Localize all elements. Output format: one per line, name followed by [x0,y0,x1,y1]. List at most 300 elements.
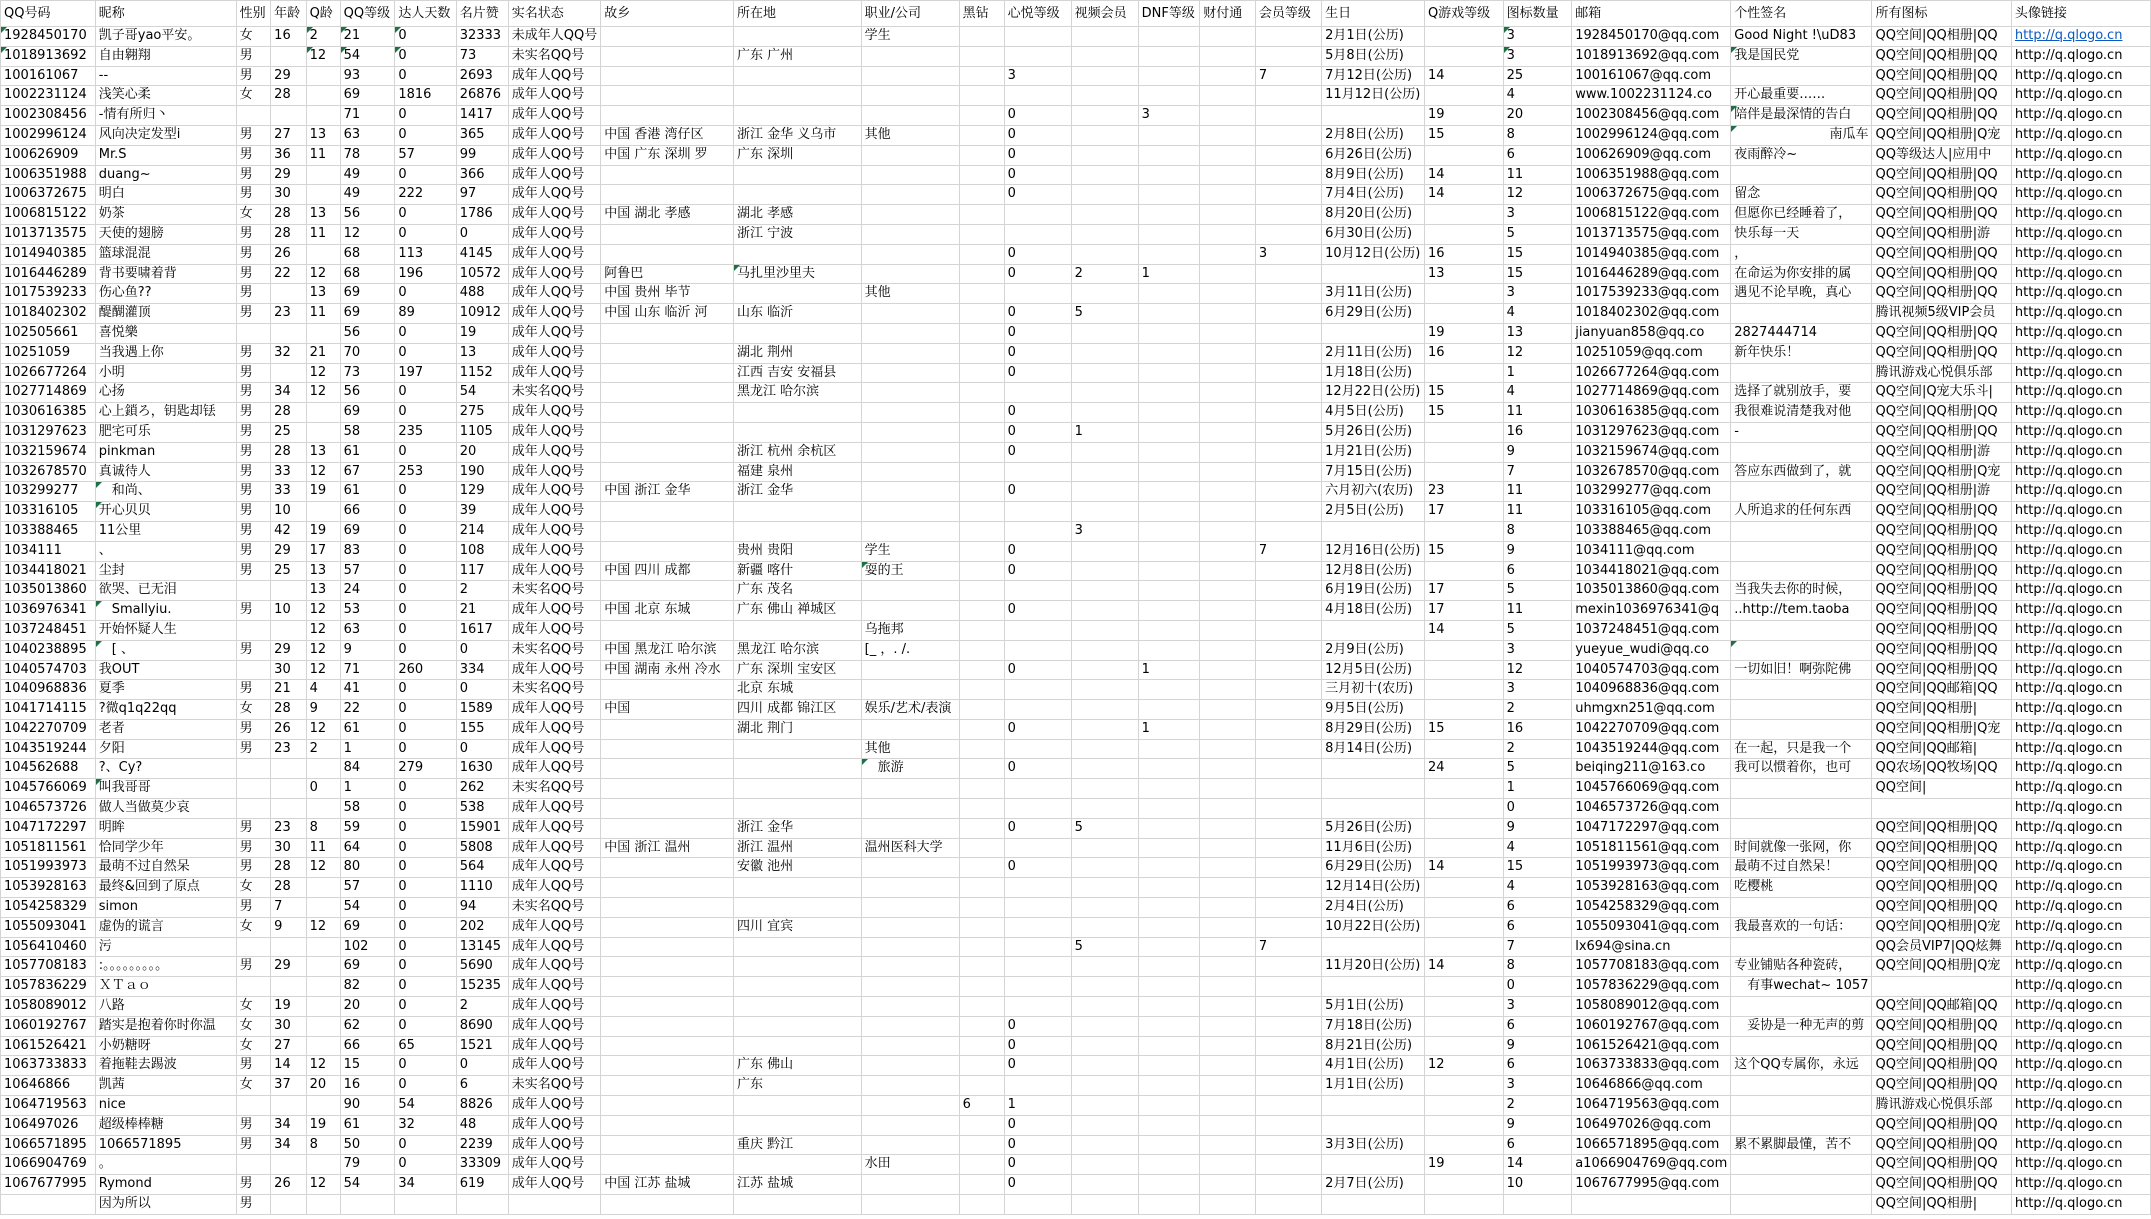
cell-r51-c1[interactable]: 小奶糖呀 [95,1036,236,1056]
cell-r36-c7[interactable]: 0 [456,739,508,759]
cell-r46-c16[interactable] [1200,937,1256,957]
cell-r48-c8[interactable]: 成年人QQ号 [508,977,600,997]
cell-r4-c23[interactable]: QQ空间|QQ相册|QQ [1872,106,2011,126]
cell-r52-c22[interactable]: 这个QQ专属你，永远 [1731,1056,1872,1076]
cell-r47-c3[interactable]: 29 [271,957,306,977]
cell-r34-c6[interactable]: 0 [395,700,456,720]
cell-r59-c5[interactable] [340,1195,395,1215]
cell-r32-c13[interactable]: 0 [1004,660,1071,680]
cell-r18-c6[interactable]: 0 [395,383,456,403]
cell-r23-c18[interactable]: 六月初六(农历) [1322,482,1425,502]
cell-r4-c7[interactable]: 1417 [456,106,508,126]
cell-r11-c20[interactable]: 15 [1503,244,1572,264]
cell-r23-c11[interactable] [861,482,959,502]
cell-r31-c3[interactable]: 29 [271,640,306,660]
cell-r59-c10[interactable] [733,1195,861,1215]
cell-r4-c0[interactable]: 1002308456 [1,106,96,126]
cell-r21-c11[interactable] [861,442,959,462]
cell-r8-c10[interactable] [733,185,861,205]
cell-r54-c19[interactable] [1424,1096,1503,1116]
cell-r57-c11[interactable]: 水田 [861,1155,959,1175]
cell-r43-c22[interactable]: 吃樱桃 [1731,878,1872,898]
cell-r1-c14[interactable] [1071,46,1138,66]
cell-r37-c17[interactable] [1255,759,1321,779]
cell-r14-c7[interactable]: 10912 [456,304,508,324]
cell-r42-c13[interactable]: 0 [1004,858,1071,878]
cell-r2-c21[interactable]: 100161067@qq.com [1572,66,1731,86]
cell-r52-c19[interactable]: 12 [1424,1056,1503,1076]
cell-r19-c16[interactable] [1200,403,1256,423]
cell-r3-c19[interactable] [1424,86,1503,106]
cell-r26-c19[interactable]: 15 [1424,541,1503,561]
cell-r2-c0[interactable]: 100161067 [1,66,96,86]
cell-r13-c9[interactable]: 中国 贵州 毕节 [601,284,734,304]
cell-r26-c11[interactable]: 学生 [861,541,959,561]
cell-r46-c18[interactable] [1322,937,1425,957]
cell-r18-c4[interactable]: 12 [306,383,340,403]
cell-r21-c13[interactable]: 0 [1004,442,1071,462]
cell-r45-c13[interactable] [1004,917,1071,937]
cell-r2-c18[interactable]: 7月12日(公历) [1322,66,1425,86]
cell-r39-c14[interactable] [1071,799,1138,819]
cell-r20-c22[interactable]: - [1731,422,1872,442]
cell-r44-c21[interactable]: 1054258329@qq.com [1572,898,1731,918]
cell-r22-c6[interactable]: 253 [395,462,456,482]
column-header-2[interactable]: 性别 [236,1,271,27]
cell-r39-c19[interactable] [1424,799,1503,819]
cell-r6-c14[interactable] [1071,145,1138,165]
cell-r21-c22[interactable] [1731,442,1872,462]
cell-r34-c12[interactable] [959,700,1004,720]
cell-r6-c0[interactable]: 100626909 [1,145,96,165]
cell-r5-c24[interactable]: http://q.qlogo.cn [2011,125,2150,145]
cell-r55-c17[interactable] [1255,1115,1321,1135]
cell-r54-c9[interactable] [601,1096,734,1116]
cell-r20-c21[interactable]: 1031297623@qq.com [1572,422,1731,442]
cell-r33-c1[interactable]: 夏季 [95,680,236,700]
cell-r41-c10[interactable]: 浙江 温州 [733,838,861,858]
cell-r39-c5[interactable]: 58 [340,799,395,819]
cell-r50-c12[interactable] [959,1016,1004,1036]
cell-r47-c18[interactable]: 11月20日(公历) [1322,957,1425,977]
cell-r16-c9[interactable] [601,343,734,363]
cell-r35-c3[interactable]: 26 [271,719,306,739]
cell-r19-c24[interactable]: http://q.qlogo.cn [2011,403,2150,423]
cell-r19-c18[interactable]: 4月5日(公历) [1322,403,1425,423]
cell-r12-c11[interactable] [861,264,959,284]
cell-r30-c23[interactable]: QQ空间|QQ相册|QQ [1872,620,2011,640]
cell-r48-c20[interactable]: 0 [1503,977,1572,997]
cell-r35-c16[interactable] [1200,719,1256,739]
cell-r32-c17[interactable] [1255,660,1321,680]
cell-r47-c8[interactable]: 成年人QQ号 [508,957,600,977]
cell-r24-c4[interactable] [306,502,340,522]
cell-r27-c18[interactable]: 12月8日(公历) [1322,561,1425,581]
cell-r16-c5[interactable]: 70 [340,343,395,363]
cell-r12-c2[interactable]: 男 [236,264,271,284]
cell-r45-c20[interactable]: 6 [1503,917,1572,937]
cell-r52-c9[interactable] [601,1056,734,1076]
cell-r53-c13[interactable] [1004,1076,1071,1096]
cell-r8-c17[interactable] [1255,185,1321,205]
cell-r37-c24[interactable]: http://q.qlogo.cn [2011,759,2150,779]
cell-r23-c1[interactable]: 和尚、 [95,482,236,502]
cell-r20-c10[interactable] [733,422,861,442]
cell-r16-c13[interactable]: 0 [1004,343,1071,363]
cell-r54-c24[interactable]: http://q.qlogo.cn [2011,1096,2150,1116]
cell-r1-c7[interactable]: 73 [456,46,508,66]
cell-r15-c23[interactable]: QQ空间|QQ相册|QQ [1872,323,2011,343]
cell-r52-c5[interactable]: 15 [340,1056,395,1076]
cell-r15-c15[interactable] [1138,323,1200,343]
cell-r53-c6[interactable]: 0 [395,1076,456,1096]
cell-r22-c12[interactable] [959,462,1004,482]
cell-r56-c3[interactable]: 34 [271,1135,306,1155]
cell-r59-c17[interactable] [1255,1195,1321,1215]
cell-r2-c7[interactable]: 2693 [456,66,508,86]
cell-r36-c11[interactable]: 其他 [861,739,959,759]
cell-r48-c17[interactable] [1255,977,1321,997]
cell-r13-c16[interactable] [1200,284,1256,304]
cell-r51-c18[interactable]: 8月21日(公历) [1322,1036,1425,1056]
cell-r4-c19[interactable]: 19 [1424,106,1503,126]
cell-r47-c7[interactable]: 5690 [456,957,508,977]
cell-r42-c4[interactable]: 12 [306,858,340,878]
cell-r43-c1[interactable]: 最终&回到了原点 [95,878,236,898]
cell-r30-c14[interactable] [1071,620,1138,640]
cell-r13-c5[interactable]: 69 [340,284,395,304]
cell-r6-c1[interactable]: Mr.S [95,145,236,165]
cell-r16-c8[interactable]: 成年人QQ号 [508,343,600,363]
cell-r47-c11[interactable] [861,957,959,977]
cell-r58-c16[interactable] [1200,1175,1256,1195]
cell-r3-c11[interactable] [861,86,959,106]
cell-r34-c10[interactable]: 四川 成都 锦江区 [733,700,861,720]
cell-r29-c9[interactable]: 中国 北京 东城 [601,601,734,621]
cell-r19-c4[interactable] [306,403,340,423]
cell-r0-c12[interactable] [959,27,1004,47]
cell-r44-c10[interactable] [733,898,861,918]
cell-r27-c9[interactable]: 中国 四川 成都 [601,561,734,581]
cell-r56-c2[interactable]: 男 [236,1135,271,1155]
cell-r11-c12[interactable] [959,244,1004,264]
cell-r1-c0[interactable]: 1018913692 [1,46,96,66]
cell-r41-c11[interactable]: 温州医科大学 [861,838,959,858]
cell-r40-c5[interactable]: 59 [340,818,395,838]
cell-r1-c17[interactable] [1255,46,1321,66]
cell-r30-c24[interactable]: http://q.qlogo.cn [2011,620,2150,640]
cell-r8-c0[interactable]: 1006372675 [1,185,96,205]
cell-r50-c17[interactable] [1255,1016,1321,1036]
cell-r24-c13[interactable] [1004,502,1071,522]
cell-r15-c22[interactable]: 2827444714 [1731,323,1872,343]
cell-r0-c1[interactable]: 凯子哥yao平安。 [95,27,236,47]
cell-r37-c1[interactable]: ?、Cy? [95,759,236,779]
cell-r47-c14[interactable] [1071,957,1138,977]
cell-r0-c21[interactable]: 1928450170@qq.com [1572,27,1731,47]
cell-r39-c24[interactable]: http://q.qlogo.cn [2011,799,2150,819]
column-header-19[interactable]: Q游戏等级 [1424,1,1503,27]
cell-r16-c3[interactable]: 32 [271,343,306,363]
cell-r33-c21[interactable]: 1040968836@qq.com [1572,680,1731,700]
cell-r39-c3[interactable] [271,799,306,819]
cell-r36-c9[interactable] [601,739,734,759]
cell-r37-c18[interactable] [1322,759,1425,779]
cell-r12-c15[interactable]: 1 [1138,264,1200,284]
cell-r45-c16[interactable] [1200,917,1256,937]
cell-r22-c10[interactable]: 福建 泉州 [733,462,861,482]
avatar-hyperlink[interactable]: http://q.qlogo.cn [2014,28,2123,43]
cell-r8-c11[interactable] [861,185,959,205]
cell-r7-c8[interactable]: 成年人QQ号 [508,165,600,185]
cell-r2-c5[interactable]: 93 [340,66,395,86]
cell-r38-c5[interactable]: 1 [340,779,395,799]
cell-r26-c9[interactable] [601,541,734,561]
cell-r59-c22[interactable] [1731,1195,1872,1215]
cell-r2-c9[interactable] [601,66,734,86]
cell-r8-c4[interactable] [306,185,340,205]
column-header-6[interactable]: 达人天数 [395,1,456,27]
cell-r13-c22[interactable]: 遇见不论早晚，真心 [1731,284,1872,304]
cell-r40-c8[interactable]: 成年人QQ号 [508,818,600,838]
cell-r29-c16[interactable] [1200,601,1256,621]
cell-r2-c11[interactable] [861,66,959,86]
cell-r20-c8[interactable]: 成年人QQ号 [508,422,600,442]
cell-r27-c7[interactable]: 117 [456,561,508,581]
cell-r25-c20[interactable]: 8 [1503,521,1572,541]
cell-r4-c10[interactable] [733,106,861,126]
cell-r59-c3[interactable] [271,1195,306,1215]
cell-r23-c4[interactable]: 19 [306,482,340,502]
cell-r36-c22[interactable]: 在一起，只是我一个 [1731,739,1872,759]
cell-r53-c9[interactable] [601,1076,734,1096]
cell-r56-c10[interactable]: 重庆 黔江 [733,1135,861,1155]
cell-r52-c10[interactable]: 广东 佛山 [733,1056,861,1076]
cell-r43-c8[interactable]: 成年人QQ号 [508,878,600,898]
cell-r46-c17[interactable]: 7 [1255,937,1321,957]
cell-r54-c11[interactable] [861,1096,959,1116]
cell-r41-c3[interactable]: 30 [271,838,306,858]
cell-r34-c24[interactable]: http://q.qlogo.cn [2011,700,2150,720]
cell-r52-c24[interactable]: http://q.qlogo.cn [2011,1056,2150,1076]
cell-r47-c9[interactable] [601,957,734,977]
cell-r43-c14[interactable] [1071,878,1138,898]
cell-r2-c6[interactable]: 0 [395,66,456,86]
cell-r13-c20[interactable]: 3 [1503,284,1572,304]
cell-r27-c12[interactable] [959,561,1004,581]
cell-r35-c2[interactable]: 男 [236,719,271,739]
cell-r4-c6[interactable]: 0 [395,106,456,126]
cell-r54-c22[interactable] [1731,1096,1872,1116]
cell-r7-c12[interactable] [959,165,1004,185]
cell-r43-c7[interactable]: 1110 [456,878,508,898]
cell-r35-c6[interactable]: 0 [395,719,456,739]
cell-r27-c3[interactable]: 25 [271,561,306,581]
cell-r9-c4[interactable]: 13 [306,205,340,225]
cell-r11-c23[interactable]: QQ空间|QQ相册|QQ [1872,244,2011,264]
cell-r2-c22[interactable] [1731,66,1872,86]
cell-r31-c11[interactable]: [_ ，. /. [861,640,959,660]
cell-r41-c21[interactable]: 1051811561@qq.com [1572,838,1731,858]
cell-r1-c16[interactable] [1200,46,1256,66]
cell-r32-c9[interactable]: 中国 湖南 永州 冷水 [601,660,734,680]
cell-r20-c4[interactable] [306,422,340,442]
cell-r33-c6[interactable]: 0 [395,680,456,700]
cell-r45-c22[interactable]: 我最喜欢的一句话： [1731,917,1872,937]
cell-r9-c2[interactable]: 女 [236,205,271,225]
cell-r34-c7[interactable]: 1589 [456,700,508,720]
cell-r39-c4[interactable] [306,799,340,819]
cell-r13-c7[interactable]: 488 [456,284,508,304]
cell-r45-c15[interactable] [1138,917,1200,937]
cell-r22-c19[interactable] [1424,462,1503,482]
cell-r6-c2[interactable]: 男 [236,145,271,165]
column-header-21[interactable]: 邮箱 [1572,1,1731,27]
cell-r45-c11[interactable] [861,917,959,937]
cell-r53-c8[interactable]: 未实名QQ号 [508,1076,600,1096]
cell-r27-c14[interactable] [1071,561,1138,581]
cell-r55-c1[interactable]: 超级棒棒糖 [95,1115,236,1135]
cell-r11-c8[interactable]: 成年人QQ号 [508,244,600,264]
cell-r13-c10[interactable] [733,284,861,304]
cell-r5-c12[interactable] [959,125,1004,145]
cell-r4-c18[interactable] [1322,106,1425,126]
cell-r14-c11[interactable] [861,304,959,324]
cell-r35-c21[interactable]: 1042270709@qq.com [1572,719,1731,739]
cell-r9-c19[interactable] [1424,205,1503,225]
cell-r14-c8[interactable]: 成年人QQ号 [508,304,600,324]
cell-r4-c12[interactable] [959,106,1004,126]
cell-r42-c6[interactable]: 0 [395,858,456,878]
cell-r7-c11[interactable] [861,165,959,185]
cell-r30-c6[interactable]: 0 [395,620,456,640]
cell-r45-c23[interactable]: QQ空间|QQ相册|Q宠 [1872,917,2011,937]
cell-r6-c17[interactable] [1255,145,1321,165]
cell-r47-c15[interactable] [1138,957,1200,977]
cell-r48-c11[interactable] [861,977,959,997]
cell-r49-c13[interactable] [1004,997,1071,1017]
cell-r31-c24[interactable]: http://q.qlogo.cn [2011,640,2150,660]
cell-r45-c18[interactable]: 10月22日(公历) [1322,917,1425,937]
cell-r7-c3[interactable]: 29 [271,165,306,185]
cell-r40-c7[interactable]: 15901 [456,818,508,838]
cell-r27-c20[interactable]: 6 [1503,561,1572,581]
cell-r9-c5[interactable]: 56 [340,205,395,225]
cell-r27-c5[interactable]: 57 [340,561,395,581]
cell-r55-c21[interactable]: 106497026@qq.com [1572,1115,1731,1135]
cell-r43-c12[interactable] [959,878,1004,898]
cell-r28-c0[interactable]: 1035013860 [1,581,96,601]
cell-r38-c9[interactable] [601,779,734,799]
cell-r18-c0[interactable]: 1027714869 [1,383,96,403]
cell-r26-c2[interactable]: 男 [236,541,271,561]
cell-r4-c1[interactable]: -情有所归丶 [95,106,236,126]
cell-r59-c7[interactable] [456,1195,508,1215]
cell-r29-c11[interactable] [861,601,959,621]
cell-r36-c4[interactable]: 2 [306,739,340,759]
cell-r18-c19[interactable]: 15 [1424,383,1503,403]
cell-r59-c23[interactable]: QQ空间|QQ相册| [1872,1195,2011,1215]
cell-r18-c24[interactable]: http://q.qlogo.cn [2011,383,2150,403]
cell-r49-c0[interactable]: 1058089012 [1,997,96,1017]
cell-r56-c11[interactable] [861,1135,959,1155]
cell-r46-c11[interactable] [861,937,959,957]
cell-r51-c10[interactable] [733,1036,861,1056]
cell-r30-c19[interactable]: 14 [1424,620,1503,640]
cell-r42-c18[interactable]: 6月29日(公历) [1322,858,1425,878]
cell-r45-c0[interactable]: 1055093041 [1,917,96,937]
cell-r16-c20[interactable]: 12 [1503,343,1572,363]
cell-r6-c5[interactable]: 78 [340,145,395,165]
cell-r23-c24[interactable]: http://q.qlogo.cn [2011,482,2150,502]
cell-r0-c11[interactable]: 学生 [861,27,959,47]
cell-r59-c18[interactable] [1322,1195,1425,1215]
cell-r0-c18[interactable]: 2月1日(公历) [1322,27,1425,47]
cell-r23-c2[interactable]: 男 [236,482,271,502]
cell-r31-c1[interactable]: [ 、 [95,640,236,660]
cell-r51-c22[interactable] [1731,1036,1872,1056]
cell-r52-c18[interactable]: 4月1日(公历) [1322,1056,1425,1076]
cell-r14-c9[interactable]: 中国 山东 临沂 河 [601,304,734,324]
cell-r15-c4[interactable] [306,323,340,343]
cell-r1-c12[interactable] [959,46,1004,66]
cell-r37-c8[interactable]: 成年人QQ号 [508,759,600,779]
cell-r34-c22[interactable] [1731,700,1872,720]
cell-r8-c5[interactable]: 49 [340,185,395,205]
cell-r3-c24[interactable]: http://q.qlogo.cn [2011,86,2150,106]
cell-r38-c22[interactable] [1731,779,1872,799]
cell-r51-c0[interactable]: 1061526421 [1,1036,96,1056]
cell-r48-c22[interactable]: 有事wechat~ 1057 [1731,977,1872,997]
cell-r51-c15[interactable] [1138,1036,1200,1056]
cell-r9-c10[interactable]: 湖北 孝感 [733,205,861,225]
cell-r10-c15[interactable] [1138,224,1200,244]
cell-r58-c20[interactable]: 10 [1503,1175,1572,1195]
cell-r39-c18[interactable] [1322,799,1425,819]
cell-r30-c3[interactable] [271,620,306,640]
cell-r1-c10[interactable]: 广东 广州 [733,46,861,66]
cell-r53-c23[interactable]: QQ空间|QQ相册|QQ [1872,1076,2011,1096]
cell-r31-c23[interactable]: QQ空间|QQ相册|QQ [1872,640,2011,660]
cell-r14-c15[interactable] [1138,304,1200,324]
cell-r44-c0[interactable]: 1054258329 [1,898,96,918]
cell-r46-c0[interactable]: 1056410460 [1,937,96,957]
cell-r47-c16[interactable] [1200,957,1256,977]
cell-r1-c4[interactable]: 12 [306,46,340,66]
column-header-15[interactable]: DNF等级 [1138,1,1200,27]
cell-r46-c7[interactable]: 13145 [456,937,508,957]
cell-r18-c10[interactable]: 黑龙江 哈尔滨 [733,383,861,403]
cell-r16-c18[interactable]: 2月11日(公历) [1322,343,1425,363]
cell-r7-c14[interactable] [1071,165,1138,185]
cell-r1-c22[interactable]: 我是国民党 [1731,46,1872,66]
cell-r21-c9[interactable] [601,442,734,462]
cell-r9-c11[interactable] [861,205,959,225]
cell-r55-c2[interactable]: 男 [236,1115,271,1135]
cell-r8-c21[interactable]: 1006372675@qq.com [1572,185,1731,205]
cell-r19-c7[interactable]: 275 [456,403,508,423]
cell-r2-c2[interactable]: 男 [236,66,271,86]
cell-r24-c5[interactable]: 66 [340,502,395,522]
cell-r28-c9[interactable] [601,581,734,601]
cell-r34-c15[interactable] [1138,700,1200,720]
cell-r19-c13[interactable]: 0 [1004,403,1071,423]
cell-r8-c20[interactable]: 12 [1503,185,1572,205]
cell-r31-c16[interactable] [1200,640,1256,660]
cell-r51-c13[interactable]: 0 [1004,1036,1071,1056]
cell-r3-c12[interactable] [959,86,1004,106]
cell-r54-c7[interactable]: 8826 [456,1096,508,1116]
